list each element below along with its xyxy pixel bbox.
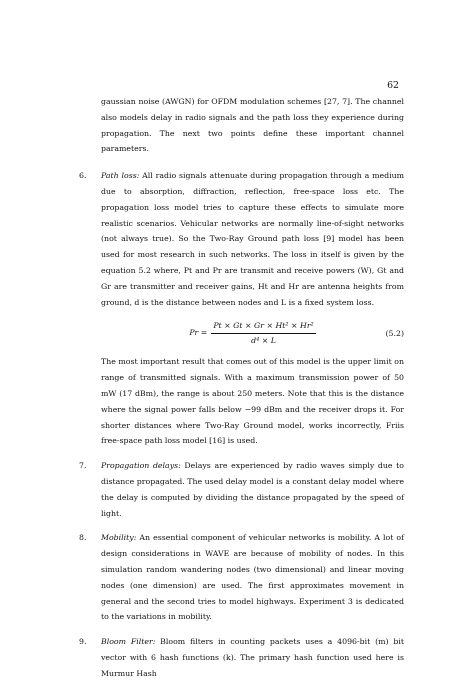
page-body bbox=[79, 94, 404, 691]
intro-paragraph: gaussian noise (AWGN) for OFDM modulation schemes [27, 7]. The channel also models delay in radio signals and the path loss they experience during propagation. The next two points define these important channel parameters. bbox=[101, 97, 404, 154]
list-item-text-continued: The most important result that comes out of this model is the upper limit on range of transmitted signals. With a maximum transmission power of 50 mW (17 dBm), the range is about 250 meters. Note that this is the distance where the signal power falls below −99 dBm and the receiver drops it. For shorter distances where Two-Ray Ground model, works incorrectly, Friis free-space path loss model [16] is used. bbox=[101, 357, 404, 446]
list-item-bloom-filter bbox=[79, 634, 404, 681]
list-item-text: Bloom filters in counting packets uses a 4096-bit (m) bit vector with 6 hash functions (k). The primary hash function used here is Murmur Hash bbox=[101, 637, 404, 678]
list-item-number: 7. bbox=[79, 461, 87, 471]
equation-fraction bbox=[211, 320, 315, 347]
list-item-number: 6. bbox=[79, 171, 87, 181]
list-item-title: Path loss: bbox=[101, 171, 140, 181]
equation-numerator: Pt × Gt × Gr × Ht² × Hr² bbox=[211, 320, 315, 334]
list-item-title: Mobility: bbox=[101, 533, 137, 543]
equation-5-2 bbox=[101, 316, 404, 350]
list-item-number: 9. bbox=[79, 637, 87, 647]
list-item-propagation-delays bbox=[79, 458, 404, 521]
equation-label: (5.2) bbox=[385, 329, 404, 339]
list-item-text: All radio signals attenuate during propagation through a medium due to absorption, diffraction, reflection, free-space loss etc. The propagation loss model tries to capture these effects to simulate more realistic scenarios. Vehicular networks are normally line-of-sight networks (not always true). So the Two-Ray Ground path loss [9] model has been used for most research in such networks. The loss in itself is given by the equation 5.2 where, Pt and Pr are transmit and receive powers (W), Gt and Gr are transmitter and receiver gains, Ht and Hr are antenna heights from ground, d is the distance between nodes and L is a fixed system loss. bbox=[101, 171, 404, 307]
list-item-text: Delays are experienced by radio waves simply due to distance propagated. The used delay model is a constant delay model where the delay is computed by dividing the distance propagated by the speed of light. bbox=[101, 461, 404, 518]
list-item-title: Bloom Filter: bbox=[101, 637, 156, 647]
list-item-text: An essential component of vehicular networks is mobility. A lot of design considerations in WAVE are because of mobility of nodes. In this simulation random wandering nodes (two dimensional) and linear moving nodes (one dimension) are used. The first approximates movement in general and the second tries to model highways. Experiment 3 is dedicated to the variations in mobility. bbox=[101, 533, 405, 622]
list-item-mobility bbox=[79, 530, 404, 625]
list-item-number: 8. bbox=[79, 533, 87, 543]
list-item-title: Propagation delays: bbox=[101, 461, 181, 471]
list-item-path-loss bbox=[79, 168, 404, 449]
page-number: 62 bbox=[387, 80, 399, 91]
equation-lhs: Pr = bbox=[189, 328, 208, 338]
equation-denominator: d⁴ × L bbox=[251, 335, 276, 345]
